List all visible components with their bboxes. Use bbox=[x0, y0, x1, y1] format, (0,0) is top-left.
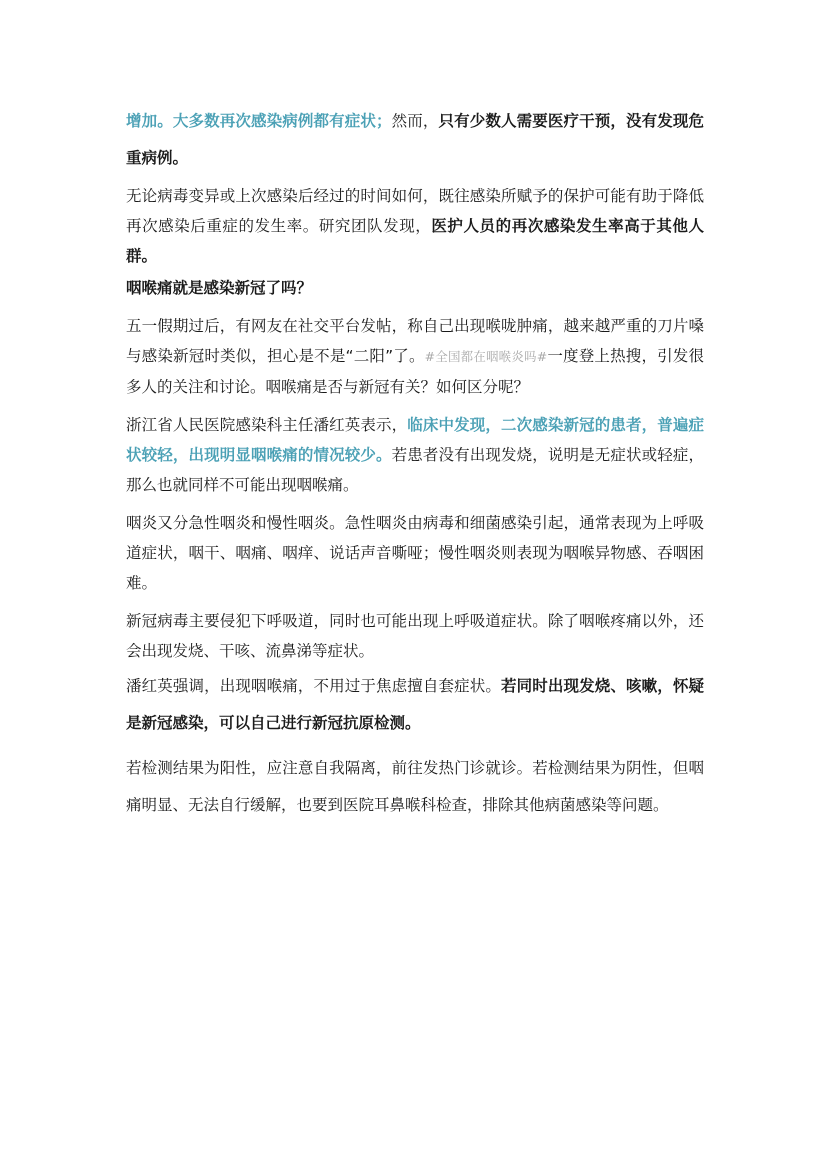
text-expert-intro: 浙江省人民医院感染科主任潘红英表示， bbox=[126, 416, 408, 434]
paragraph-test-results: 若检测结果为阳性，应注意自我隔离，前往发热门诊就诊。若检测结果为阴性，但咽痛明显、无法自行缓解，也要到医院耳鼻喉科检查，排除其他病菌感染等问题。 bbox=[126, 759, 704, 814]
paragraph-reinfection-symptoms bbox=[126, 103, 704, 177]
paragraph-pharyngitis: 咽炎又分急性咽炎和慢性咽炎。急性咽炎由病毒和细菌感染引起，通常表现为上呼吸道症状，咽干、咽痛、咽痒、说话声音嘶哑；慢性咽炎则表现为咽喉异物感、吞咽困难。 bbox=[126, 514, 704, 592]
paragraph-covid-symptoms: 新冠病毒主要侵犯下呼吸道，同时也可能出现上呼吸道症状。除了咽喉疼痛以外，还会出现发烧、干咳、流鼻涕等症状。 bbox=[126, 612, 704, 660]
highlight-increase: 增加。 bbox=[126, 112, 173, 130]
text-may-day: 五一假期过后，有网友在社交平台发帖，称自己出现喉咙肿痛，越来越严重的刀片嗓与感染新冠时类似，担心是不是“二阳”了。 bbox=[126, 317, 704, 365]
text-protection: 无论病毒变异或上次感染后经过的时间如何，既往感染所赋予的保护可能有助于降低再次感染后重症的发生率。研究团队发现， bbox=[126, 187, 704, 235]
text-advice: 潘红英强调，出现咽喉痛，不用过于焦虑擅自套症状。 bbox=[126, 677, 501, 695]
article-body bbox=[126, 103, 704, 832]
highlight-symptomatic: 大多数再次感染病例都有症状； bbox=[172, 112, 392, 130]
section-heading-sore-throat: 咽喉痛就是感染新冠了吗？ bbox=[126, 279, 313, 297]
highlight-clinical-finding: 临床中发现，二次感染新冠的患者，普遍症状较轻，出现明显咽喉痛的情况较少。 bbox=[126, 416, 704, 464]
text-however: 然而， bbox=[391, 112, 439, 130]
paragraph-may-day bbox=[126, 311, 704, 402]
bold-few-need-care: 只有少数人需要医疗干预，没有发现危重病例。 bbox=[126, 112, 704, 167]
bold-medical-staff: 医护人员的再次感染发生率高于其他人群。 bbox=[126, 217, 704, 265]
paragraph-advice bbox=[126, 668, 704, 742]
bold-antigen-test: 若同时出现发烧、咳嗽，怀疑是新冠感染，可以自己进行新冠抗原检测。 bbox=[126, 677, 704, 732]
text-no-fever: 若患者没有出现发烧，说明是无症状或轻症，那么也就同样不可能出现咽喉痛。 bbox=[126, 446, 704, 494]
paragraph-protection bbox=[126, 181, 704, 271]
text-trending: 一度登上热搜，引发很多人的关注和讨论。咽喉痛是否与新冠有关？如何区分呢？ bbox=[126, 347, 704, 396]
hashtag-link[interactable]: #全国都在咽喉炎吗# bbox=[424, 349, 548, 364]
paragraph-expert-opinion bbox=[126, 410, 704, 500]
